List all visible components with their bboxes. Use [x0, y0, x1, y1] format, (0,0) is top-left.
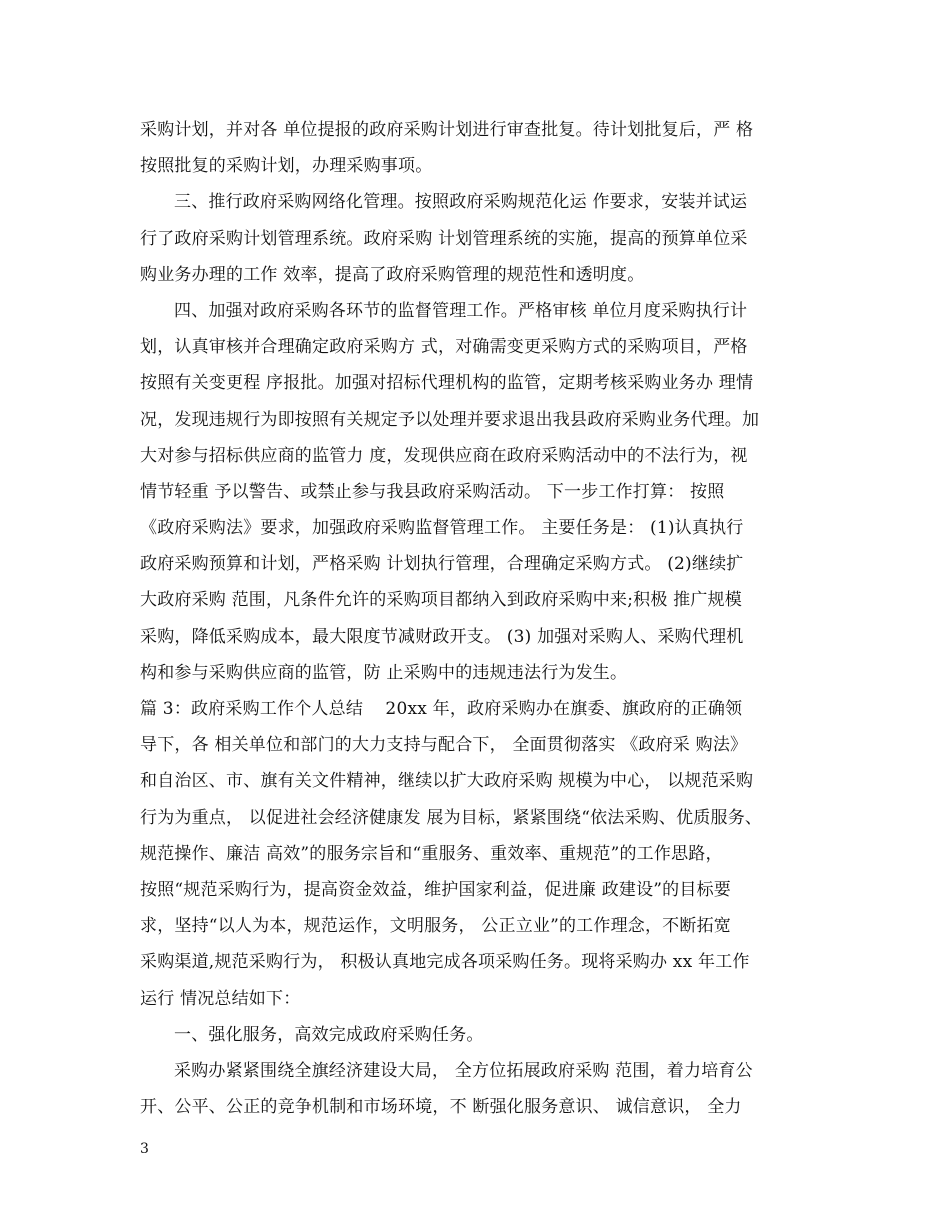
text-line: 采购办紧紧围绕全旗经济建设大局， 全方位拓展政府采购 范围，着力培育公: [174, 1060, 753, 1081]
text-line: 规范操作、廉洁 高效”的服务宗旨和“重服务、重效率、重规范”的工作思路，: [140, 843, 723, 864]
text-line: 购业务办理的工作 效率，提高了政府采购管理的规范性和透明度。: [140, 264, 645, 285]
text-line: 行为为重点， 以促进社会经济健康发 展为目标，紧紧围绕“依法采购、优质服务、: [140, 807, 763, 828]
text-line: 开、公平、公正的竞争机制和市场环境，不 断强化服务意识、 诚信意识， 全力: [140, 1097, 742, 1118]
text-line: 采购，降低采购成本，最大限度节减财政开支。 (3) 加强对采购人、采购代理机: [140, 626, 744, 647]
paragraph-section-four: [140, 293, 830, 691]
text-line: 情节轻重 予以警告、或禁止参与我县政府采购活动。 下一步工作打算： 按照: [140, 481, 725, 502]
paragraph-chapter-three: [140, 691, 830, 1017]
document-body: [140, 112, 830, 1125]
text-line: 采购计划，并对各 单位提报的政府采购计划进行审查批复。待计划批复后，严 格: [140, 120, 754, 140]
text-line: 政府采购预算和计划，严格采购 计划执行管理，合理确定采购方式。 (2)继续扩: [140, 554, 744, 575]
text-line: 按照“规范采购行为，提高资金效益，维护国家利益，促进廉 政建设”的目标要: [140, 879, 731, 900]
text-line: 划，认真审核并合理确定政府采购方 式，对确需变更采购方式的采购项目，严格: [140, 337, 748, 358]
paragraph-plan-approval: [140, 112, 830, 184]
text-line: 导下，各 相关单位和部门的大力支持与配合下， 全面贯彻落实 《政府采 购法》: [140, 735, 748, 756]
text-line: 大政府采购 范围，凡条件允许的采购项目都纳入到政府采购中来;积极 推广规模: [140, 590, 742, 611]
text-line: 和自治区、市、旗有关文件精神，继续以扩大政府采购 规模为中心， 以规范采购: [140, 771, 754, 792]
text-line: 四、加强对政府采购各环节的监督管理工作。严格审核 单位月度采购执行计: [174, 300, 748, 321]
paragraph-point-one-body: [140, 1053, 830, 1125]
text-line: 按照批复的采购计划，办理采购事项。: [140, 156, 433, 177]
text-line: 况，发现违规行为即按照有关规定予以处理并要求退出我县政府采购业务代理。加: [140, 409, 760, 430]
text-line: 按照有关变更程 序报批。加强对招标代理机构的监管，定期考核采购业务办 理情: [140, 373, 754, 394]
page-number: 3: [140, 1141, 149, 1157]
text-line: 篇 3：政府采购工作个人总结 20xx 年，政府采购办在旗委、旗政府的正确领: [140, 699, 743, 719]
text-line: 三、推行政府采购网络化管理。按照政府采购规范化运 作要求，安装并试运: [174, 192, 748, 213]
text-line: 求，坚持“以人为本，规范运作，文明服务， 公正立业”的工作理念，不断拓宽: [140, 916, 731, 937]
text-line: 一、强化服务，高效完成政府采购任务。: [174, 1024, 484, 1045]
text-line: 构和参与采购供应商的监管，防 止采购中的违规违法行为发生。: [140, 662, 628, 683]
paragraph-section-three: [140, 184, 830, 293]
text-line: 运行 情况总结如下：: [140, 988, 301, 1009]
text-line: 采购渠道,规范采购行为， 积极认真地完成各项采购任务。现将采购办 xx 年工作: [140, 952, 750, 973]
text-line: 行了政府采购计划管理系统。政府采购 计划管理系统的实施，提高的预算单位采: [140, 228, 748, 249]
paragraph-point-one-heading: [140, 1017, 830, 1053]
text-line: 《政府采购法》要求，加强政府采购监督管理工作。 主要任务是： (1)认真执行: [140, 518, 744, 539]
text-line: 大对参与招标供应商的监管力 度，发现供应商在政府采购活动中的不法行为，视: [140, 445, 748, 466]
